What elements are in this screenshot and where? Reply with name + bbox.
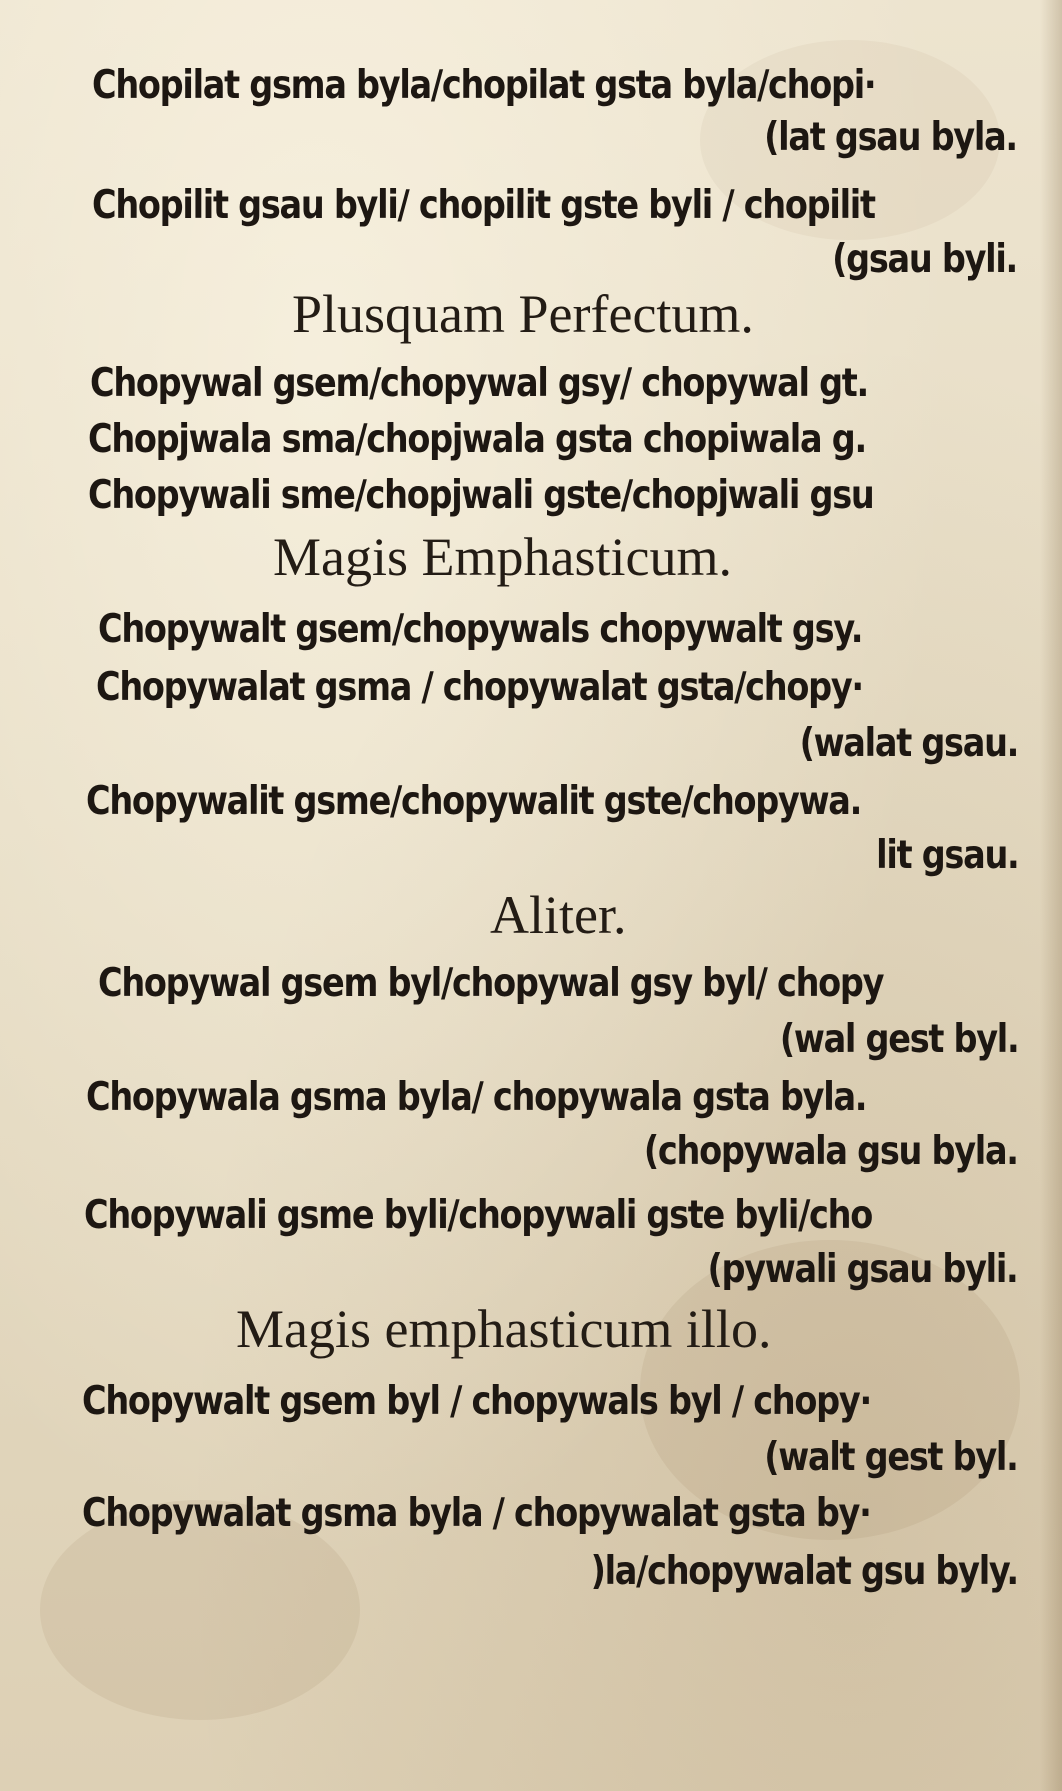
page-edge-shadow [1040,0,1062,1791]
text-line-6: Chopywal gsem/chopywal gsy/ chopywal gt. [90,361,868,406]
text-line-19: (chopywala gsu byla. [644,1129,1018,1174]
text-line-1: Chopilat gsma byla/chopilat gsta byla/chopi· [92,63,876,108]
text-line-12: (walat gsau. [799,721,1018,766]
text-line-26: )la/chopywalat gsu byly. [590,1549,1018,1594]
heading-aliter: Aliter. [490,885,627,945]
text-line-2: (lat gsau byla. [764,115,1017,160]
text-line-16: Chopywal gsem byl/chopywal gsy byl/ chopy [98,961,884,1006]
text-line-17: (wal gest byl. [779,1017,1018,1062]
text-line-4: (gsau byli. [832,237,1017,282]
text-line-13: Chopywalit gsme/chopywalit gste/chopywa. [86,779,862,824]
text-line-21: (pywali gsau byli. [707,1247,1018,1292]
text-line-25: Chopywalat gsma byla / chopywalat gsta by· [82,1491,871,1536]
text-line-10: Chopywalt gsem/chopywals chopywalt gsy. [98,607,863,652]
text-line-20: Chopywali gsme byli/chopywali gste byli/cho [84,1193,873,1238]
text-line-8: Chopywali sme/chopjwali gste/chopjwali gsu [88,473,874,518]
text-line-3: Chopilit gsau byli/ chopilit gste byli / chopilit [92,183,875,228]
heading-magis-emphasticum: Magis Emphasticum. [273,527,732,587]
text-line-18: Chopywala gsma byla/ chopywala gsta byla. [86,1075,867,1120]
text-line-14: lit gsau. [875,833,1018,878]
text-line-24: (walt gest byl. [764,1435,1018,1480]
heading-plusquam-perfectum: Plusquam Perfectum. [292,284,754,344]
heading-magis-emphasticum-illo: Magis emphasticum illo. [236,1299,772,1359]
text-line-7: Chopjwala sma/chopjwala gsta chopiwala g. [88,417,866,462]
text-line-11: Chopywalat gsma / chopywalat gsta/chopy· [96,665,863,710]
text-line-23: Chopywalt gsem byl / chopywals byl / chopy· [82,1379,871,1424]
